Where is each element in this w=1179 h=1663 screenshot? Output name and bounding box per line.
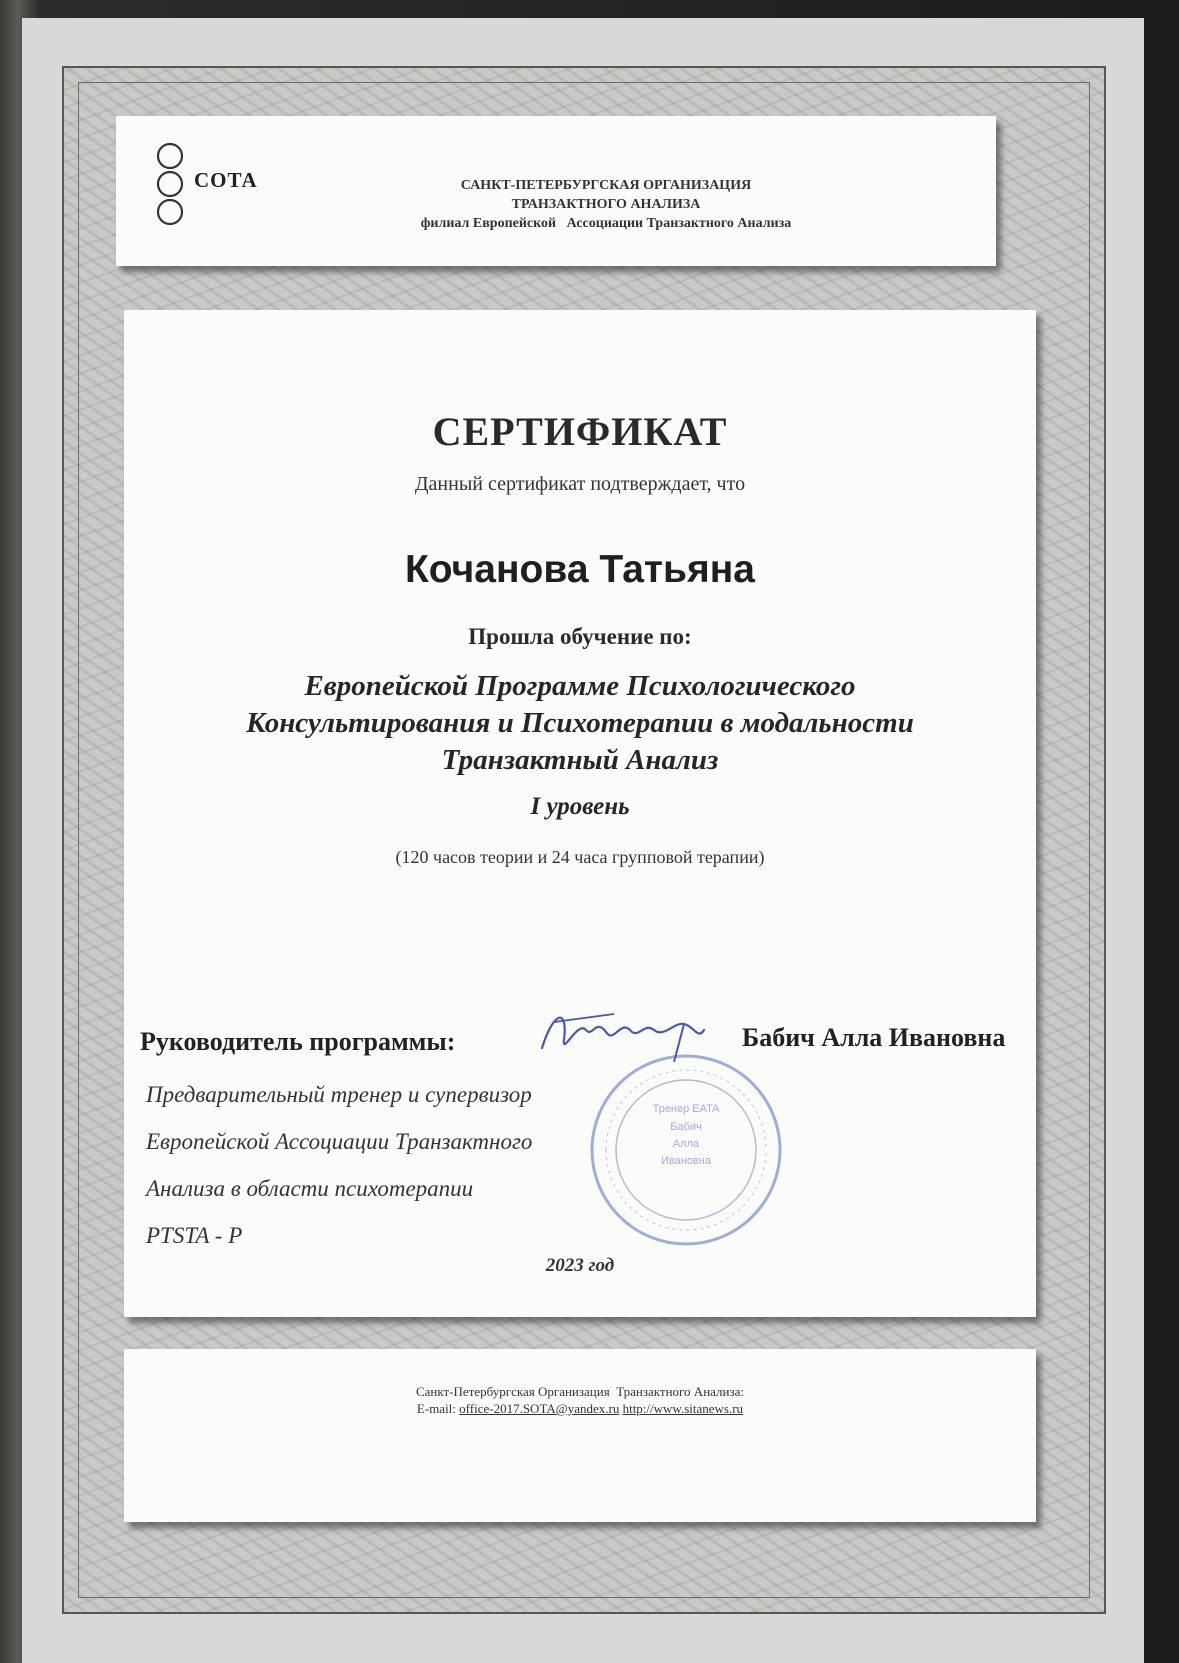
org-line-3: филиал Европейской Ассоциации Транзактного Анализа	[420, 216, 792, 231]
passed-text: Прошла обучение по:	[468, 624, 692, 649]
recipient-name: Кочанова Татьяна	[405, 548, 755, 591]
organization-name	[236, 176, 976, 233]
svg-text:Тренер EATA: Тренер EATA	[652, 1103, 720, 1115]
org-line-2: ТРАНЗАКТНОГО АНАЛИЗА	[511, 197, 701, 212]
footer-contacts	[124, 1383, 1036, 1417]
cred-line-3: Анализа в области психотерапии	[146, 1176, 474, 1201]
main-panel	[124, 310, 1036, 1317]
footer-org-line: Санкт-Петербургская Организация Транзактного Анализа:	[415, 1384, 744, 1399]
cred-line-4: PTSTA - P	[146, 1223, 243, 1248]
program-head-name: Бабич Алла Ивановна	[742, 1023, 1006, 1052]
svg-text:Алла: Алла	[672, 1138, 700, 1150]
svg-text:Бабич: Бабич	[670, 1121, 702, 1133]
org-line-1: САНКТ-ПЕТЕРБУРГСКАЯ ОРГАНИЗАЦИЯ	[460, 178, 752, 193]
certificate-sheet	[22, 18, 1144, 1663]
svg-text:Ивановна: Ивановна	[661, 1155, 711, 1167]
footer-panel	[124, 1349, 1036, 1522]
program-line-3: Транзактный Анализ	[441, 744, 719, 776]
footer-contact-line	[124, 1400, 1036, 1417]
program-line-2: Консультирования и Психотерапии в модальности	[246, 707, 914, 739]
issue-year: 2023 год	[545, 1255, 615, 1276]
cred-line-2: Европейской Ассоциации Транзактного	[146, 1129, 533, 1154]
decorative-frame	[62, 66, 1106, 1614]
signature	[534, 1000, 724, 1070]
program-line-1: Европейской Программе Психологического	[304, 670, 856, 702]
level-text: I уровень	[530, 793, 630, 820]
website-link[interactable]: http://www.sitanews.ru	[622, 1401, 744, 1416]
email-label: E-mail:	[416, 1401, 456, 1416]
sota-logo-icon	[152, 142, 192, 226]
signatory-credentials	[146, 1071, 532, 1259]
program-head-label: Руководитель программы:	[140, 1027, 456, 1056]
logo-text: СОТА	[194, 168, 258, 192]
header-panel	[116, 116, 996, 266]
certificate-title: СЕРТИФИКАТ	[432, 409, 728, 454]
hours-text: (120 часов теории и 24 часа групповой терапии)	[395, 847, 765, 867]
email-link[interactable]: office-2017.SOTA@yandex.ru	[459, 1401, 620, 1416]
confirm-text: Данный сертификат подтверждает, что	[414, 473, 746, 495]
program-name	[124, 668, 1036, 779]
stamp-seal	[584, 1050, 789, 1250]
cred-line-1: Предварительный тренер и супервизор	[146, 1082, 532, 1107]
